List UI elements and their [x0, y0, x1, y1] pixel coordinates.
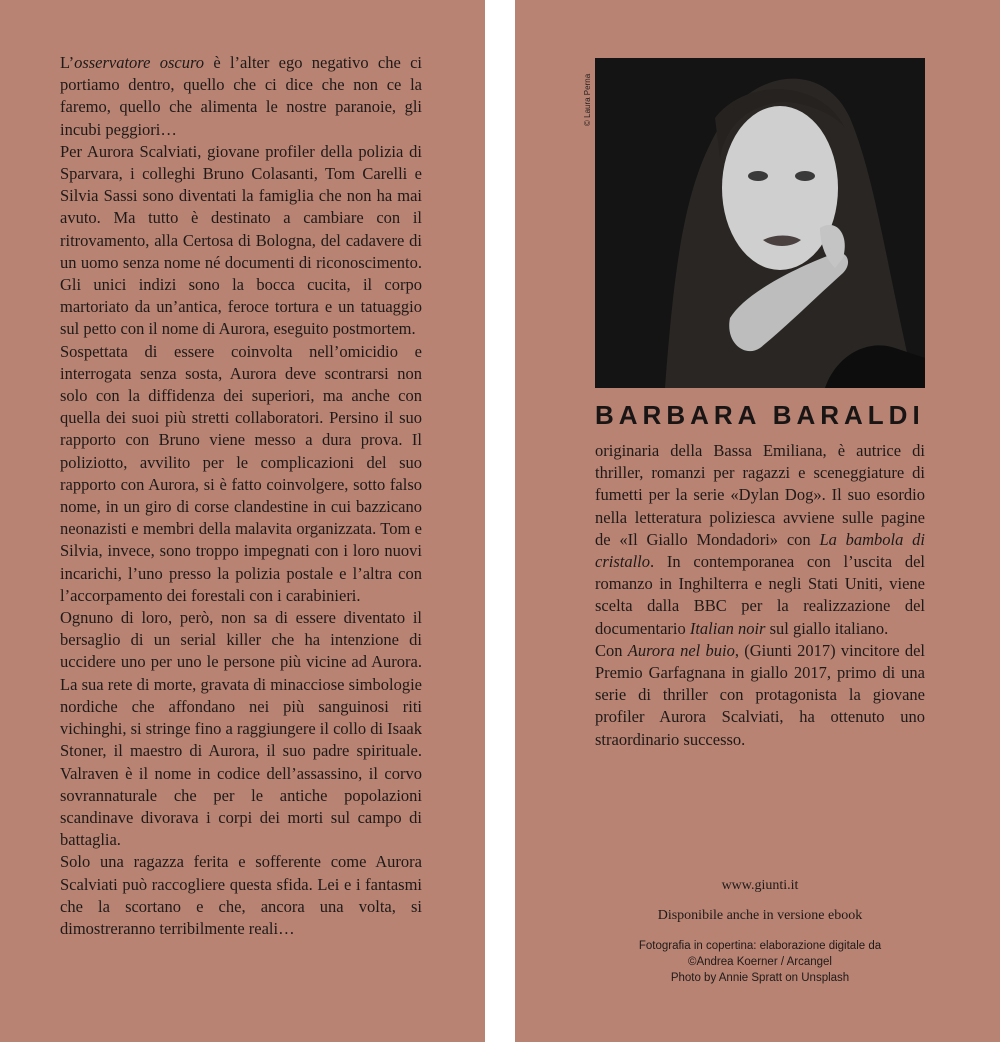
- author-portrait-image: [595, 58, 925, 388]
- synopsis-paragraph-2: Per Aurora Scalviati, giovane profiler della polizia di Sparvara, i colleghi Bruno Colasanti, Tom Carelli e Silvia Sassi sono diventati la famiglia che non ha mai avuto. Ma tutto è destinato a cambiare con il ritrovamento, alla Certosa di Bologna, del cadavere di un uomo senza nome né documenti di riconoscimento. Gli unici indizi sono la bocca cucita, il corpo martoriato da un’antica, feroce tortura e un tatuaggio sul petto con il nome di Aurora, eseguito postmortem.: [60, 141, 422, 339]
- cover-credit-line-2: ©Andrea Koerner / Arcangel: [687, 956, 832, 968]
- bio-p1-italic-1: La bambola di cristallo: [595, 529, 926, 572]
- synopsis-paragraph-4: Ognuno di loro, però, non sa di essere diventato il bersaglio di un serial killer che ha intenzione di uccidere uno per uno le persone più vicine ad Aurora. La sua rete di morte, gravata di minacciose simbologie nordiche che affondano nei più sanguinosi riti vichinghi, si stringe fino a raggiungere il collo di Isaak Stoner, il maestro di Aurora, il suo padre spirituale. Valraven è il nome in codice dell’assassino, il corvo sovrannaturale che per le antiche popolazioni scandinave divorava i corpi dei morti sul campo di battaglia.: [60, 608, 422, 850]
- back-flap-left: [0, 0, 485, 1042]
- photo-credit: [583, 58, 595, 128]
- synopsis-text: [60, 52, 422, 940]
- bio-p1-c: sul giallo italiano.: [765, 618, 889, 638]
- photo-credit-text: © Laura Perna: [583, 73, 592, 126]
- website-url: www.giunti.it: [721, 878, 799, 893]
- bio-paragraph-2: [595, 640, 925, 751]
- synopsis-p1-rest: è l’alter ego negativo che ci portiamo dentro, quello che ci dice che non ce la faremo, quello che alimenta le nostre paranoie, gli incubi peggiori…: [60, 53, 422, 139]
- bio-p2-italic: Aurora nel buio: [627, 640, 735, 660]
- ebook-note: Disponibile anche in versione ebook: [657, 908, 863, 923]
- bio-p2-b: , (Giunti 2017) vincitore del Premio Garfagnana in giallo 2017, primo di una serie di thriller con protagonista la giovane profiler Aurora Scalviati, ha ottenuto uno straordinario successo.: [595, 640, 925, 749]
- cover-credit-line-1: Fotografia in copertina: elaborazione digitale da: [638, 940, 882, 952]
- author-bio: [595, 440, 925, 751]
- bio-p1-italic-2: Italian noir: [689, 618, 766, 638]
- synopsis-p1-italic: osservatore oscuro: [74, 53, 205, 72]
- synopsis-paragraph-5: Solo una ragazza ferita e sofferente come Aurora Scalviati può raccogliere questa sfida. Lei e i fantasmi che la scortano e che, ancora una volta, si dimostreranno terribilmente reali…: [60, 852, 422, 938]
- synopsis-paragraph-3: Sospettata di essere coinvolta nell’omicidio e interrogata senza sosta, Aurora deve scontrarsi non solo con la diffidenza dei superiori, ma anche con quella dei suoi più stretti collaboratori. Persino il suo rapporto con Bruno viene messo a dura prova. Il poliziotto, avvilito per le complicazioni del suo rapporto con Aurora, si è fatto coinvolgere, sotto falso nome, in un giro di corse clandestine in cui bazzicano neonazisti e membri della malavita organizzata. Tom e Silvia, invece, sono troppo impegnati con i loro nuovi incarichi, l’uno presso la polizia postale e l’altra con l’accorpamento dei forestali con i carabinieri.: [60, 341, 422, 605]
- bio-paragraph-1: [595, 440, 925, 640]
- author-name: BARBARA BARALDI: [595, 400, 925, 430]
- back-flap-right: [515, 0, 1000, 1042]
- synopsis-paragraph-1: [60, 52, 422, 141]
- bio-p1-a: originaria della Bassa Emiliana, è autrice di thriller, romanzi per ragazzi e sceneggiature di fumetti per la serie «Dylan Dog». Il suo esordio nella letteratura poliziesca avviene sulle pagine de «Il Giallo Mondadori» con: [595, 441, 925, 549]
- synopsis-p1-prefix: L’: [60, 53, 75, 72]
- author-photo: [595, 58, 925, 388]
- cover-credit-line-3: Photo by Annie Spratt on Unsplash: [670, 972, 850, 984]
- bio-p1-b: . In contemporanea con l’uscita del romanzo in Inghilterra e negli Stati Uniti, viene scelta dalla BBC per la realizzazione del documentario: [595, 552, 925, 638]
- bio-p2-a: Con: [595, 640, 628, 660]
